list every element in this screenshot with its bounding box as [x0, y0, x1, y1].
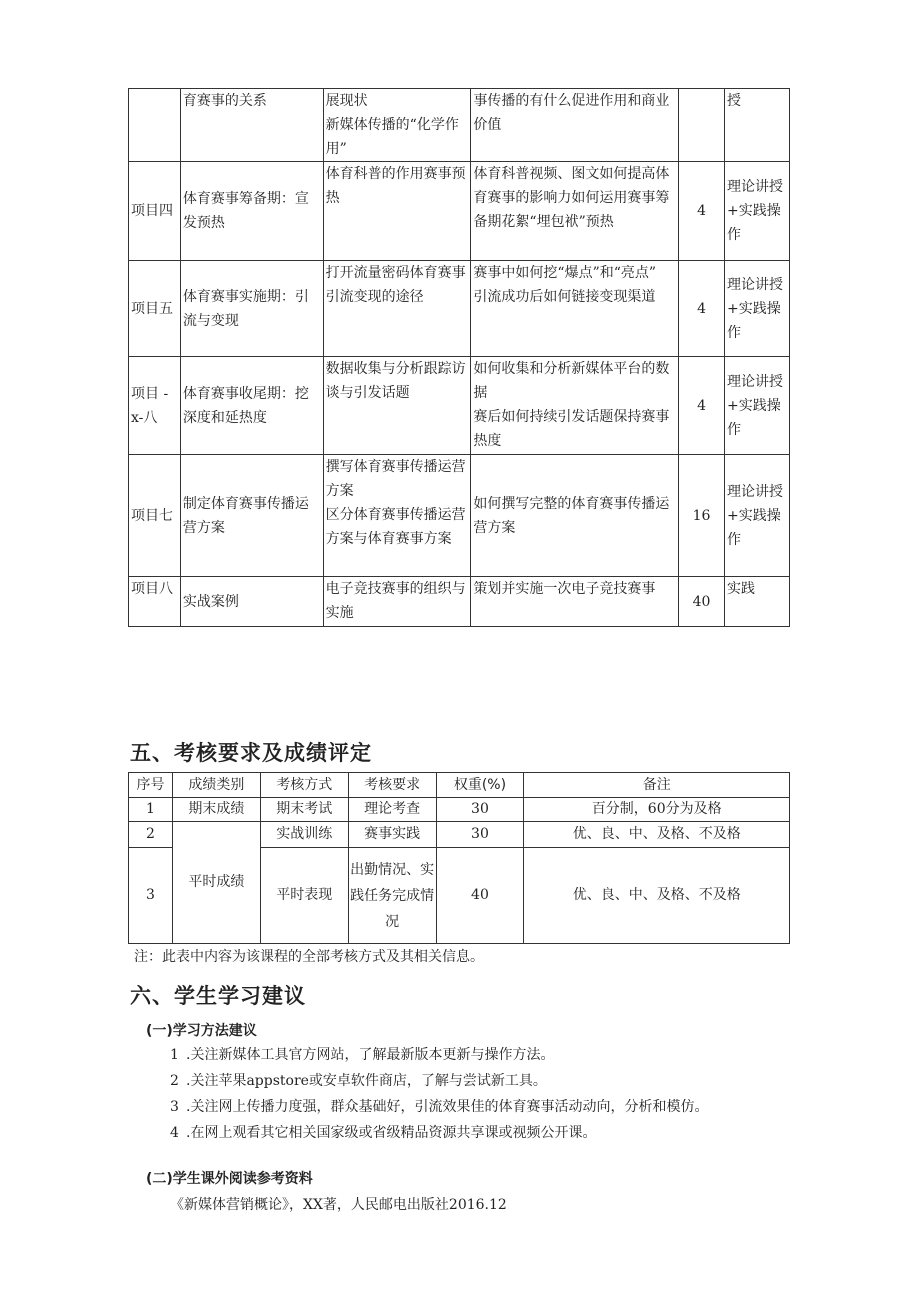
no-cell: 1 [129, 798, 173, 822]
requirement-cell: 理论考查 [348, 798, 436, 822]
remark-cell: 优、良、中、及格、不及格 [524, 822, 790, 848]
category-cell: 期末成绩 [172, 798, 260, 822]
list-item-number: 4 [170, 1125, 179, 1141]
points-cell: 策划并实施一次电子竞技赛事 [471, 577, 679, 627]
weight-cell: 30 [436, 822, 524, 848]
header-method: 考核方式 [260, 773, 348, 798]
list-item-text: .关注苹果appstore或安卓软件商店，了解与尝试新工具。 [186, 1073, 547, 1089]
content-cell: 打开流量密码体育赛事引流变现的途径 [323, 261, 471, 357]
method-cell: 理论讲授+实践操作 [725, 162, 790, 261]
method-cell: 授 [725, 89, 790, 162]
content-cell: 撰写体育赛事传播运营方案 区分体育赛事传播运营方案与体育赛事方案 [323, 455, 471, 577]
list-item-text: .关注新媒体工具官方网站，了解最新版本更新与操作方法。 [186, 1047, 555, 1063]
content-cell: 数据收集与分析跟踪访谈与引发话题 [323, 357, 471, 455]
requirement-cell: 赛事实践 [348, 822, 436, 848]
hours-cell: 4 [679, 357, 725, 455]
project-cell [129, 89, 181, 162]
hours-cell: 40 [679, 577, 725, 627]
list-item-number: 3 [170, 1099, 179, 1115]
hours-cell: 4 [679, 162, 725, 261]
points-cell: 赛事中如何挖“爆点”和“亮点” 引流成功后如何链接变现渠道 [471, 261, 679, 357]
method-cell: 实战训练 [260, 822, 348, 848]
table-row [129, 577, 790, 627]
method-cell: 实践 [725, 577, 790, 627]
stage-cell: 体育赛事筹备期：宣发预热 [180, 162, 323, 261]
assessment-table [128, 772, 790, 944]
stage-cell: 制定体育赛事传播运营方案 [180, 455, 323, 577]
study-method-list [170, 1042, 708, 1146]
project-cell: 项目五 [129, 261, 181, 357]
method-cell: 期末考试 [260, 798, 348, 822]
category-cell: 平时成绩 [172, 822, 260, 944]
header-category: 成绩类别 [172, 773, 260, 798]
list-item [170, 1042, 708, 1068]
header-weight: 权重(%) [436, 773, 524, 798]
weight-cell: 30 [436, 798, 524, 822]
table-row [129, 798, 790, 822]
project-cell: 项目八 [129, 577, 181, 627]
method-cell: 平时表现 [260, 848, 348, 944]
points-cell: 如何收集和分析新媒体平台的数据 赛后如何持续引发话题保持赛事热度 [471, 357, 679, 455]
stage-cell: 育赛事的关系 [180, 89, 323, 162]
table-row [129, 89, 790, 162]
header-requirement: 考核要求 [348, 773, 436, 798]
table-header-row [129, 773, 790, 798]
stage-cell: 实战案例 [180, 577, 323, 627]
content-cell: 展现状 新媒体传播的“化学作用” [323, 89, 471, 162]
section-5-title: 五、考核要求及成绩评定 [130, 741, 372, 765]
method-cell: 理论讲授+实践操作 [725, 261, 790, 357]
points-cell: 体育科普视频、图文如何提高体育赛事的影响力如何运用赛事筹备期花絮“埋包袱”预热 [471, 162, 679, 261]
method-cell: 理论讲授+实践操作 [725, 455, 790, 577]
list-item-number: 2 [170, 1073, 179, 1089]
points-cell: 如何撰写完整的体育赛事传播运营方案 [471, 455, 679, 577]
list-item-number: 1 [170, 1047, 179, 1063]
table-note: 注：此表中内容为该课程的全部考核方式及其相关信息。 [134, 949, 484, 965]
project-cell: 项目四 [129, 162, 181, 261]
hours-cell: 16 [679, 455, 725, 577]
subsection-2-title: (二)学生课外阅读参考资料 [146, 1171, 313, 1187]
content-cell: 体育科普的作用赛事预热 [323, 162, 471, 261]
requirement-cell: 出勤情况、实践任务完成情况 [348, 848, 436, 944]
project-cell: 项目七 [129, 455, 181, 577]
table-row [129, 455, 790, 577]
stage-cell: 体育赛事收尾期：挖深度和延热度 [180, 357, 323, 455]
list-item [170, 1068, 708, 1094]
header-no: 序号 [129, 773, 173, 798]
subsection-1-title: (一)学习方法建议 [146, 1023, 257, 1039]
no-cell: 2 [129, 822, 173, 848]
course-project-table [128, 88, 790, 627]
no-cell: 3 [129, 848, 173, 944]
remark-cell: 优、良、中、及格、不及格 [524, 848, 790, 944]
remark-cell: 百分制，60分为及格 [524, 798, 790, 822]
table-row [129, 822, 790, 848]
header-remark: 备注 [524, 773, 790, 798]
list-item [170, 1120, 708, 1146]
content-cell: 电子竞技赛事的组织与实施 [323, 577, 471, 627]
reference-item: 《新媒体营销概论》，XX著，人民邮电出版社2016.12 [170, 1197, 507, 1213]
hours-cell: 4 [679, 261, 725, 357]
method-cell: 理论讲授+实践操作 [725, 357, 790, 455]
section-6-title: 六、学生学习建议 [130, 984, 306, 1008]
table-row [129, 357, 790, 455]
weight-cell: 40 [436, 848, 524, 944]
table-row [129, 261, 790, 357]
list-item-text: .关注网上传播力度强，群众基础好，引流效果佳的体育赛事活动动向，分析和模仿。 [186, 1099, 709, 1115]
project-cell: 项目 -x-八 [129, 357, 181, 455]
stage-cell: 体育赛事实施期：引流与变现 [180, 261, 323, 357]
points-cell: 事传播的有什么促进作用和商业价值 [471, 89, 679, 162]
hours-cell [679, 89, 725, 162]
list-item [170, 1094, 708, 1120]
list-item-text: .在网上观看其它相关国家级或省级精品资源共享课或视频公开课。 [186, 1125, 597, 1141]
table-row [129, 162, 790, 261]
